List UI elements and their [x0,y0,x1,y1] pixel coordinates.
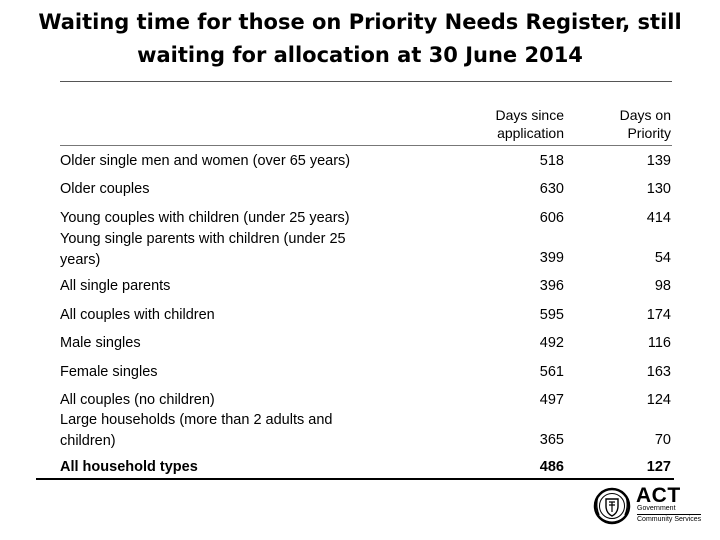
logo-divider [637,514,701,515]
row-label [60,333,405,354]
row-label [60,229,405,271]
days-on-priority-cell: 127 [646,459,671,475]
row-label-line: Older couples [60,181,150,197]
days-since-application-cell: 365 [539,432,564,448]
row-label-line: Male singles [60,335,141,351]
days-since-application-cell: 630 [539,181,564,197]
column-header-days-since-application [460,106,564,142]
row-label-line: All household types [60,459,198,475]
days-since-application-cell: 518 [539,153,564,169]
days-on-priority-cell: 98 [654,278,671,294]
days-on-priority-cell: 139 [646,153,671,169]
days-on-priority-cell: 124 [646,392,671,408]
row-label [60,410,405,452]
column-header-line: Days on [619,107,671,123]
column-header-line: application [497,125,564,141]
days-on-priority-cell: 70 [654,432,671,448]
logo-department-text: Community Services [637,516,702,523]
days-since-application-cell: 497 [539,392,564,408]
title-divider [60,81,672,82]
days-since-application-cell: 595 [539,307,564,323]
row-label-line: All couples with children [60,307,215,323]
row-label [60,208,405,229]
logo-act-text: ACT [636,484,681,507]
title-line-1: Waiting time for those on Priority Needs Register, still [38,10,682,34]
act-government-logo [592,486,702,530]
days-on-priority-cell: 174 [646,307,671,323]
column-header-line: Days since [495,107,564,123]
column-header-line: Priority [627,125,671,141]
row-label [60,151,405,172]
row-label [60,276,405,297]
days-on-priority-cell: 414 [646,210,671,226]
row-label [60,305,405,326]
days-since-application-cell: 396 [539,278,564,294]
row-label-line: Female singles [60,364,158,380]
days-since-application-cell: 492 [539,335,564,351]
days-on-priority-cell: 54 [654,250,671,266]
act-seal-icon [592,486,632,530]
days-since-application-cell: 606 [539,210,564,226]
row-label [60,457,405,478]
column-header-days-on-priority [570,106,671,142]
row-label-line: All single parents [60,278,171,294]
days-since-application-cell: 486 [539,459,564,475]
row-label-line: children) [60,433,116,449]
row-label-line: Young couples with children (under 25 years) [60,210,350,226]
row-label-line: Large households (more than 2 adults and [60,412,333,428]
days-since-application-cell: 561 [539,364,564,380]
row-label [60,362,405,383]
page-title [20,6,700,72]
row-label [60,390,405,411]
days-on-priority-cell: 163 [646,364,671,380]
days-on-priority-cell: 130 [646,181,671,197]
row-label-line: years) [60,252,101,268]
days-on-priority-cell: 116 [647,335,671,351]
header-divider [60,145,672,146]
days-since-application-cell: 399 [539,250,564,266]
row-label-line: Young single parents with children (under 25 [60,231,346,247]
logo-government-text: Government [637,505,676,512]
title-line-2: waiting for allocation at 30 June 2014 [137,43,583,67]
table-bottom-rule [36,478,674,480]
row-label [60,179,405,200]
row-label-line: All couples (no children) [60,392,215,408]
row-label-line: Older single men and women (over 65 years) [60,153,351,169]
